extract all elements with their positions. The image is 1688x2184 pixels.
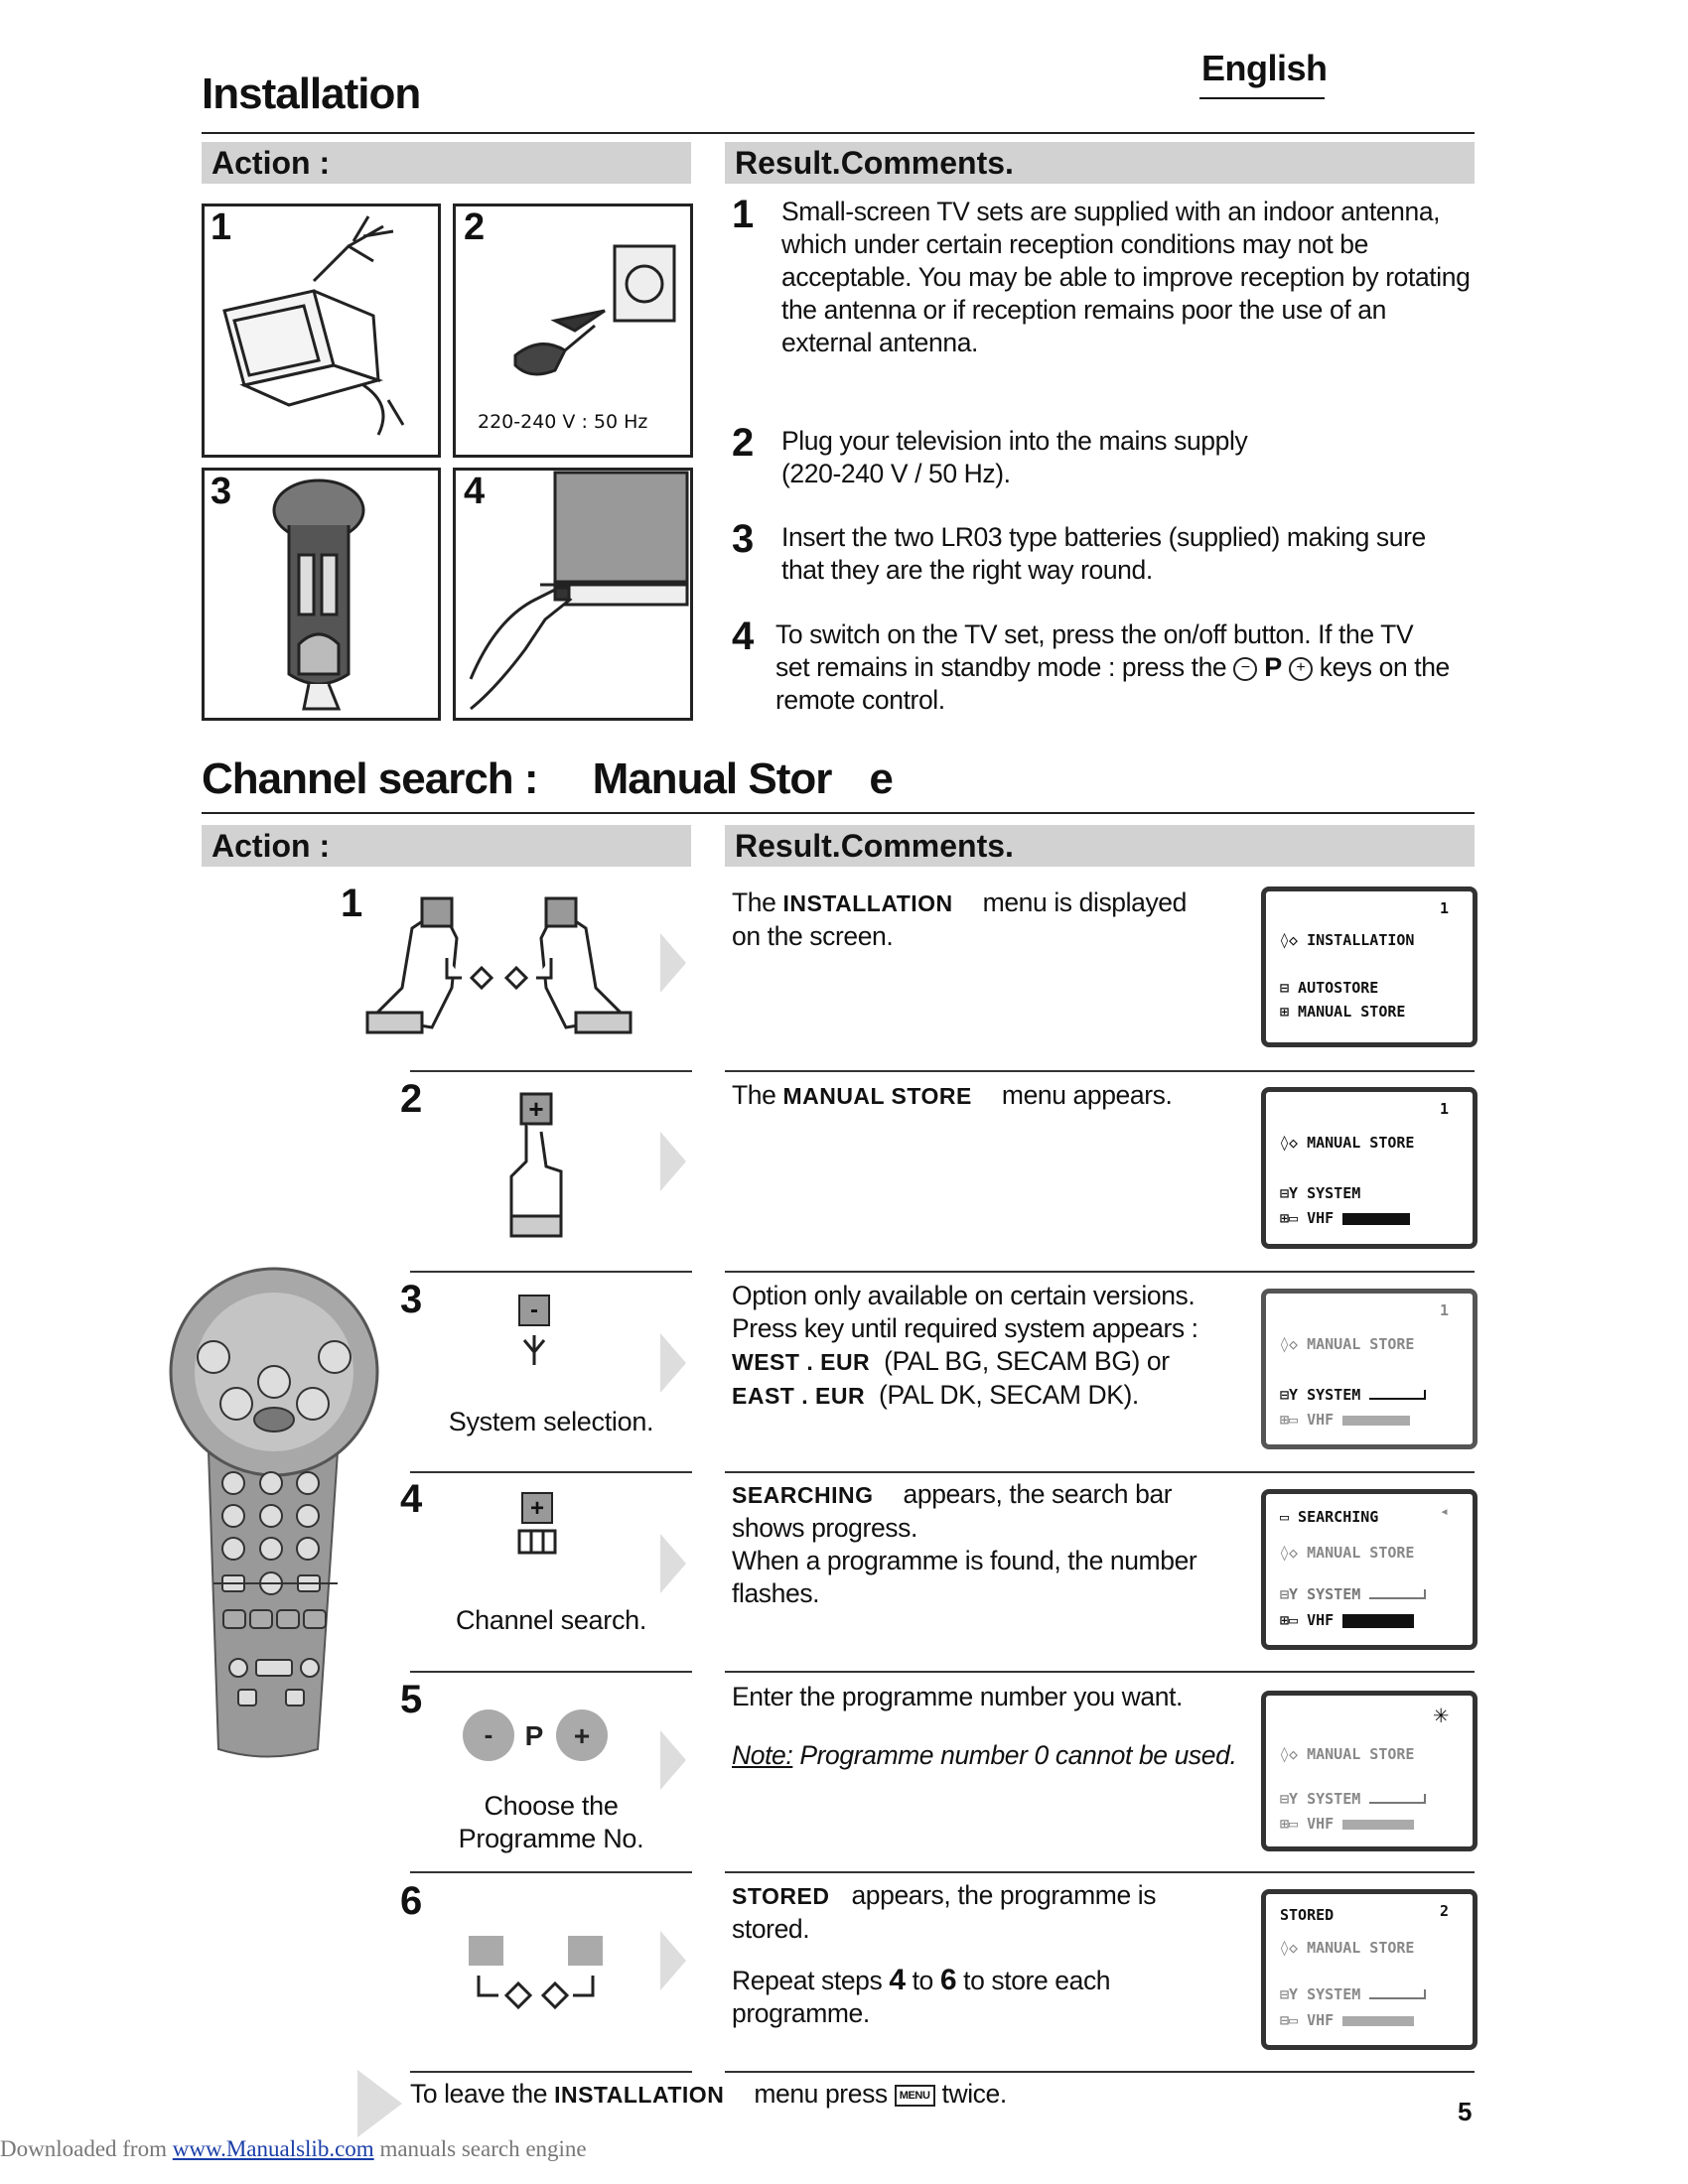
step-3-caption: System selection. xyxy=(448,1407,654,1436)
install-step-4-text: To switch on the TV set, press the on/off button. If the TV set remains in standby mode : press the − P + keys on the remote control. xyxy=(775,619,1450,715)
store-keys-illustration xyxy=(459,1931,618,2010)
channel-result-header: Result.Comments. xyxy=(725,825,1475,867)
svg-text:+: + xyxy=(573,1720,591,1751)
row-arrow-icon xyxy=(660,1534,686,1593)
install-step-number: 3 xyxy=(732,517,755,561)
plus-key-icon: + xyxy=(1289,657,1313,681)
row-divider xyxy=(725,1671,1475,1673)
row-divider xyxy=(725,1271,1475,1273)
step-2-text: The MANUAL STORE menu appears. xyxy=(732,1080,1173,1110)
row-divider xyxy=(410,2071,692,2073)
channel-step-number: 6 xyxy=(400,1879,423,1923)
page-title: Installation xyxy=(202,69,421,118)
osd-installation-menu: 1 ◊◇ INSTALLATION ⊟ AUTOSTORE ⊞ MANUAL STORE xyxy=(1261,887,1477,1047)
osd-manual-store-menu: 1 ◊◇ MANUAL STORE ⊟Y SYSTEM ⊞▭ VHF xyxy=(1261,1087,1477,1249)
osd-programme-number: ✳ ◊◇ MANUAL STORE ⊟Y SYSTEM ⊞▭ VHF xyxy=(1261,1691,1477,1851)
programme-keys-icon xyxy=(457,1706,616,1765)
row-arrow-icon xyxy=(660,1333,686,1393)
row-divider xyxy=(410,1070,692,1072)
mains-plug-illustration: 2 220-240 V : 50 Hz xyxy=(453,204,693,458)
row-divider xyxy=(725,2071,1475,2073)
step-5-text: Enter the programme number you want. Note: Programme number 0 cannot be used. xyxy=(732,1682,1237,1770)
step-4-caption: Channel search. xyxy=(455,1605,647,1635)
result-header: Result.Comments. xyxy=(725,142,1475,184)
battery-remote-illustration: 3 xyxy=(202,468,441,721)
channel-step-number: 2 xyxy=(400,1077,423,1121)
channel-search-title: Channel search : Manual Stor e xyxy=(202,754,893,803)
svg-text:-: - xyxy=(484,1719,493,1749)
channel-step-number: 3 xyxy=(400,1278,423,1321)
footer: Downloaded from www.Manualslib.com manuals search engine xyxy=(0,2136,587,2161)
osd-system-selection: 1 ◊◇ MANUAL STORE ⊟Y SYSTEM ⊞▭ VHF xyxy=(1261,1289,1477,1449)
channel-action-header: Action : xyxy=(202,825,691,867)
step-5-caption: Choose the Programme No. xyxy=(458,1791,644,1853)
osd-searching: ◂ ▭ SEARCHING ◊◇ MANUAL STORE ⊟Y SYSTEM ⊞▭ VHF xyxy=(1261,1489,1477,1650)
install-step-3-text: Insert the two LR03 type batteries (supplied) making sure that they are the right way round. xyxy=(781,522,1426,585)
system-select-key-icon xyxy=(514,1291,554,1370)
action-header: Action : xyxy=(202,142,691,184)
minus-key-icon: − xyxy=(1233,657,1257,681)
row-divider xyxy=(410,1671,692,1673)
step-4-text: SEARCHING appears, the search bar shows progress. When a programme is found, the number flashes. xyxy=(732,1479,1197,1608)
row-divider xyxy=(725,1871,1475,1873)
row-divider xyxy=(410,1471,692,1473)
row-divider xyxy=(725,1471,1475,1473)
channel-search-key-icon xyxy=(514,1489,559,1559)
row-divider xyxy=(410,1871,692,1873)
install-step-number: 2 xyxy=(732,421,755,465)
channel-step-number: 4 xyxy=(400,1477,423,1521)
page-number: 5 xyxy=(1458,2097,1473,2126)
language-underline xyxy=(1199,97,1325,99)
step-1-text: The INSTALLATION menu is displayed on the screen. xyxy=(732,887,1187,951)
channel-step-number: 1 xyxy=(341,882,363,925)
row-arrow-icon xyxy=(660,933,686,993)
flashing-number-icon: ✳ xyxy=(1433,1700,1449,1729)
leave-menu-text: To leave the INSTALLATION menu press MENU twice. xyxy=(410,2079,1007,2109)
row-arrow-icon xyxy=(660,1931,686,1990)
programme-p-label: P xyxy=(524,1720,544,1751)
svg-text:-: - xyxy=(530,1297,538,1323)
install-step-number: 4 xyxy=(732,614,755,658)
menu-key-icon: MENU xyxy=(895,2085,935,2107)
antenna-tv-illustration: 1 xyxy=(202,204,441,458)
install-step-2-text: Plug your television into the mains supply (220-240 V / 50 Hz). xyxy=(781,426,1248,488)
leave-arrow-icon xyxy=(357,2070,402,2137)
install-step-number: 1 xyxy=(732,193,755,236)
channel-rule xyxy=(202,812,1475,814)
row-arrow-icon xyxy=(660,1132,686,1191)
svg-text:+: + xyxy=(529,1495,545,1522)
power-button-illustration: 4 xyxy=(453,468,693,721)
channel-step-number: 5 xyxy=(400,1678,423,1721)
install-step-1-text: Small-screen TV sets are supplied with an indoor antenna, which under certain reception conditions may not be acceptable. You may be able to improve reception by rotating the antenna or if reception remains poor the use of an external antenna. xyxy=(781,197,1471,357)
remote-control-illustration xyxy=(169,1253,379,1759)
finger-plus-key-illustration xyxy=(501,1082,571,1241)
header-rule xyxy=(202,132,1475,134)
row-arrow-icon xyxy=(660,1730,686,1790)
manualslib-link[interactable]: www.Manualslib.com xyxy=(172,2136,374,2161)
step-3-text: Option only available on certain versions. Press key until required system appears : WEST . EUR (PAL BG, SECAM BG) or EAST . EUR (PAL DK, SECAM DK). xyxy=(732,1281,1198,1410)
step-6-text: STORED appears, the programme is stored. Repeat steps 4 to 6 to store each programme. xyxy=(732,1880,1157,2028)
language-label: English xyxy=(1201,48,1328,88)
row-divider xyxy=(725,1070,1475,1072)
svg-text:+: + xyxy=(528,1094,544,1124)
osd-stored: 2 STORED ◊◇ MANUAL STORE ⊟Y SYSTEM ⊟▭ VHF xyxy=(1261,1889,1477,2050)
row-divider xyxy=(410,1271,692,1273)
voltage-caption: 220-240 V : 50 Hz xyxy=(478,411,648,433)
hands-pressing-keys-illustration xyxy=(362,888,635,1037)
